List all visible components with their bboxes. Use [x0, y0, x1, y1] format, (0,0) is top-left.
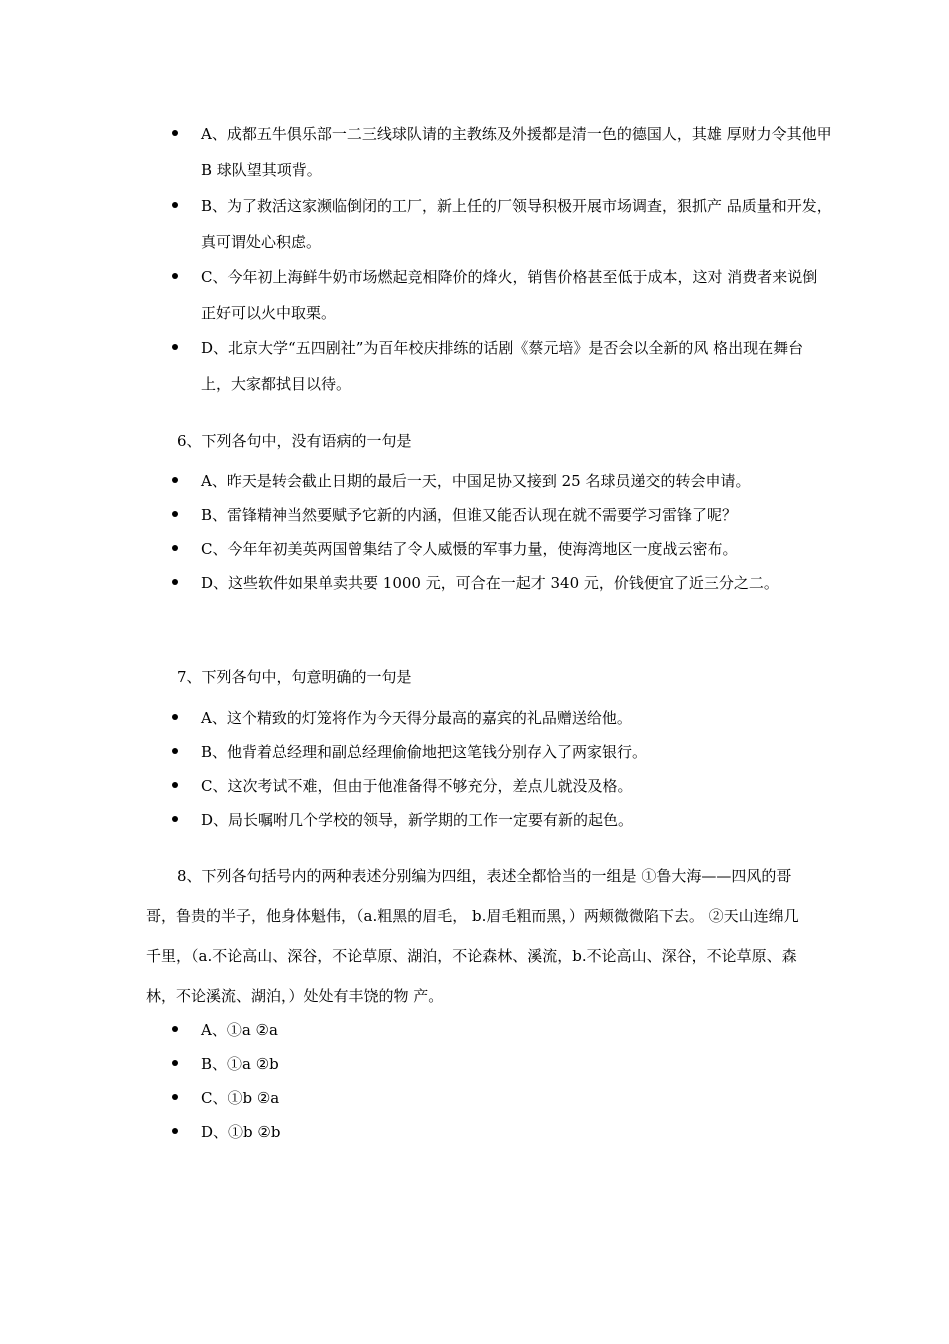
bullet-icon [172, 1060, 178, 1066]
bullet-icon [172, 477, 178, 483]
bullet-icon [172, 816, 178, 822]
q5-option-a: A、成都五牛俱乐部一二三线球队请的主教练及外援都是清一色的德国人，其雄 厚财力令其他甲 B 球队望其项背。 [172, 116, 832, 188]
q6-option-a: A、昨天是转会截止日期的最后一天，中国足协又接到 25 名球员递交的转会申请。 [172, 463, 832, 499]
bullet-icon [172, 1026, 178, 1032]
q7-option-b: B、他背着总经理和副总经理偷偷地把这笔钱分别存入了两家银行。 [172, 734, 832, 770]
question-6: 6、下列各句中，没有语病的一句是 [177, 432, 412, 450]
q8-option-c: C、①b ②a [172, 1080, 832, 1116]
q6-option-c: C、今年年初美英两国曾集结了令人威慑的军事力量，使海湾地区一度战云密布。 [172, 531, 832, 567]
q7-option-d: D、局长嘱咐几个学校的领导，新学期的工作一定要有新的起色。 [172, 802, 832, 838]
q5-option-b: B、为了救活这家濒临倒闭的工厂，新上任的厂领导积极开展市场调查，狠抓产 品质量和开发，真可谓处心积虑。 [172, 188, 832, 260]
bullet-icon [172, 273, 178, 279]
q5-option-d: D、北京大学“五四剧社”为百年校庆排练的话剧《蔡元培》是否会以全新的风 格出现在舞台上，大家都拭目以待。 [172, 330, 832, 402]
q5-option-c: C、今年初上海鲜牛奶市场燃起竞相降价的烽火，销售价格甚至低于成本，这对 消费者来说倒正好可以火中取栗。 [172, 259, 832, 331]
bullet-icon [172, 545, 178, 551]
q6-option-b: B、雷锋精神当然要赋予它新的内涵，但谁又能否认现在就不需要学习雷锋了呢？ [172, 497, 832, 533]
q8-option-a: A、①a ②a [172, 1012, 832, 1048]
bullet-icon [172, 1094, 178, 1100]
bullet-icon [172, 202, 178, 208]
q8-option-d: D、①b ②b [172, 1114, 832, 1150]
bullet-icon [172, 579, 178, 585]
question-8: 8、下列各句括号内的两种表述分别编为四组，表述全都恰当的一组是 ①鲁大海——四风的哥哥，鲁贵的半子，他身体魁伟，（a.粗黑的眉毛， b.眉毛粗而黑，）两颊微微陷下去。 ②天山连绵几千里，（a.不论高山、深谷，不论草原、湖泊，不论森林、溪流，b.不论高山、深谷，不论草原、森林，不论溪流、湖泊，）处处有丰饶的物 产。 [146, 867, 799, 1005]
bullet-icon [172, 344, 178, 350]
bullet-icon [172, 714, 178, 720]
question-7: 7、下列各句中，句意明确的一句是 [177, 668, 412, 686]
bullet-icon [172, 748, 178, 754]
bullet-icon [172, 130, 178, 136]
q8-option-b: B、①a ②b [172, 1046, 832, 1082]
q7-option-c: C、这次考试不难，但由于他准备得不够充分，差点儿就没及格。 [172, 768, 832, 804]
bullet-icon [172, 782, 178, 788]
q6-option-d: D、这些软件如果单卖共要 1000 元，可合在一起才 340 元，价钱便宜了近三分之二。 [172, 565, 832, 601]
q7-option-a: A、这个精致的灯笼将作为今天得分最高的嘉宾的礼品赠送给他。 [172, 700, 832, 736]
bullet-icon [172, 1128, 178, 1134]
bullet-icon [172, 511, 178, 517]
